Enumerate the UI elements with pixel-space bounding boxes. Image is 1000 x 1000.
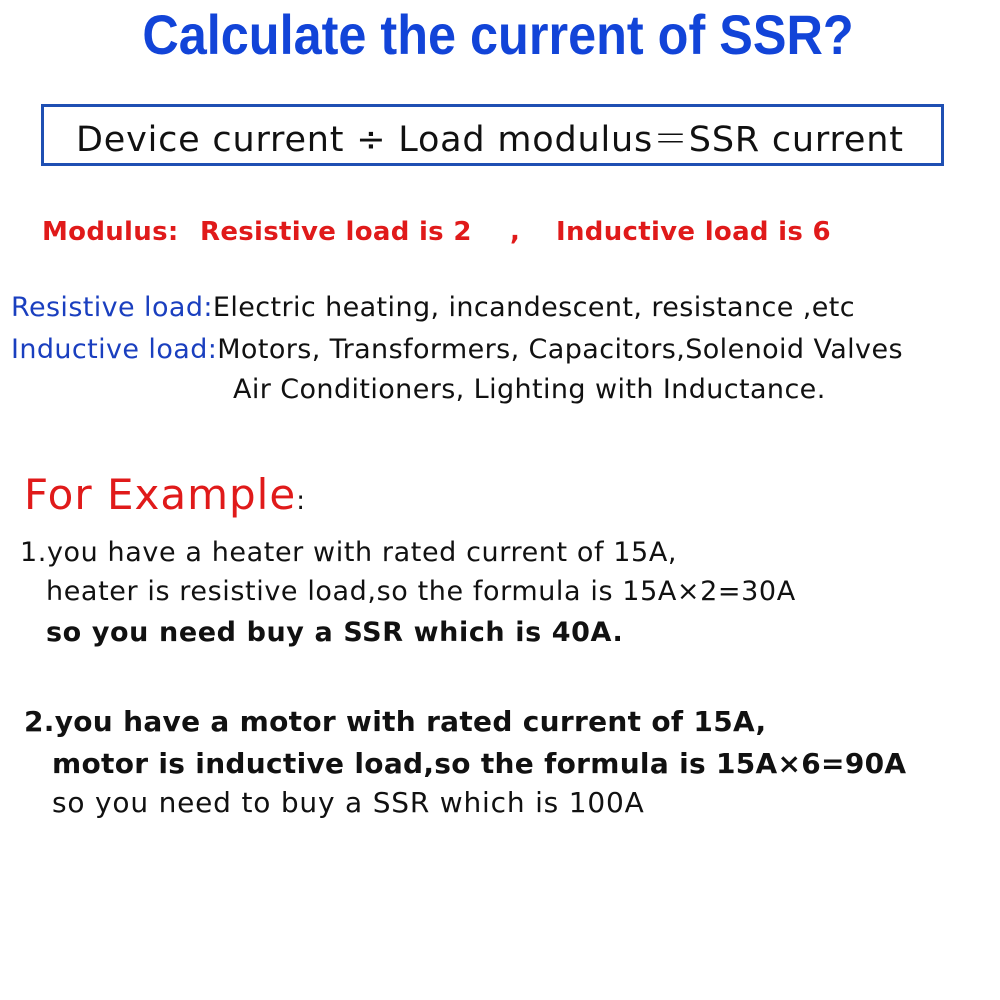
example-1-line-2: heater is resistive load,so the formula is 15A×2=30A [46,576,796,607]
example-1-line-1: 1.you have a heater with rated current of 15A, [20,537,678,568]
formula-text: Device current ÷ Load modulus＝SSR current [76,120,904,160]
example-heading [24,470,306,519]
example-2-line-1: 2.you have a motor with rated current of 15A, [24,705,767,738]
page-title: Calculate the current of SSR? [142,3,854,66]
example-2-line-2: motor is inductive load,so the formula is 15A×6=90A [52,747,907,780]
inductive-load-text-continued: Air Conditioners, Lighting with Inductance. [233,374,826,405]
example-1-line-3: so you need buy a SSR which is 40A. [46,617,624,648]
modulus-resistive: Resistive load is 2 [200,217,472,247]
resistive-load-text: Electric heating, incandescent, resistance ,etc [212,292,855,323]
inductive-load-row [11,334,903,365]
example-heading-colon: : [296,486,306,516]
inductive-load-label: Inductive load: [11,334,218,365]
modulus-separator: , [510,217,521,247]
modulus-inductive: Inductive load is 6 [556,217,831,247]
example-heading-text: For Example [24,470,297,519]
modulus-label: Modulus: [42,217,179,247]
example-2-line-3: so you need to buy a SSR which is 100A [52,786,645,819]
resistive-load-row [11,292,855,323]
resistive-load-label: Resistive load: [11,292,213,323]
inductive-load-text: Motors, Transformers, Capacitors,Solenoid Valves [217,334,903,365]
